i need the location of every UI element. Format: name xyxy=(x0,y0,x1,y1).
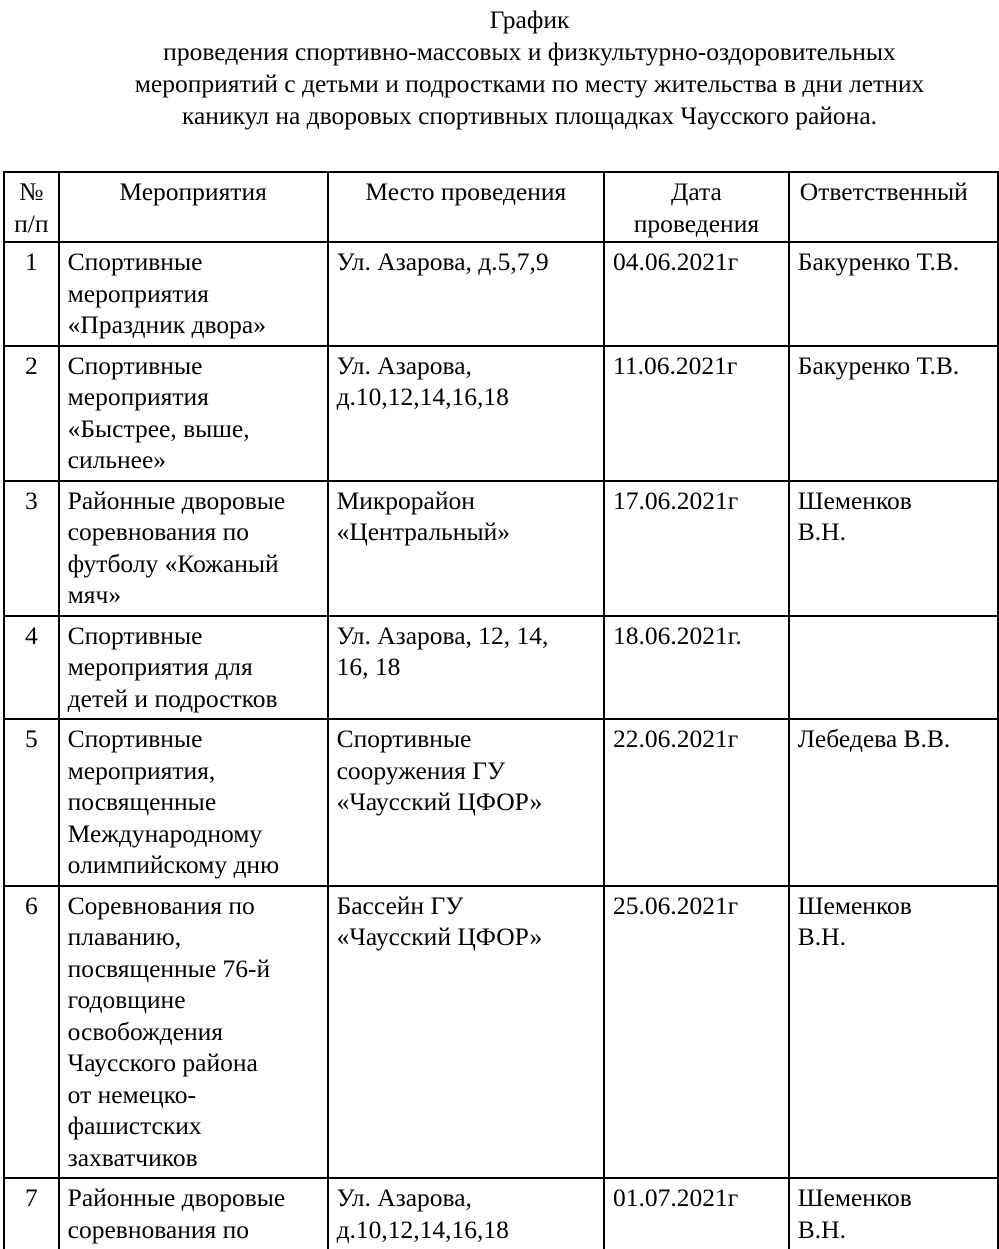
place-line: д.10,12,14,16,18 xyxy=(336,382,509,411)
heading-line: мероприятий с детьми и подростками по месту жительства в дни летних xyxy=(134,69,925,98)
event-line: мероприятия xyxy=(67,382,209,411)
header-responsible: Ответственный xyxy=(789,172,998,242)
date-cell xyxy=(604,346,789,481)
event-cell xyxy=(59,616,328,720)
event-cell xyxy=(59,346,328,481)
num-text: 1 xyxy=(24,247,38,276)
event-line: олимпийскому дню xyxy=(67,850,280,879)
date-cell xyxy=(604,1178,789,1249)
date-cell xyxy=(604,481,789,616)
event-line: Спортивные xyxy=(67,247,203,276)
events-schedule-table xyxy=(3,171,999,1249)
table-row xyxy=(4,719,998,886)
event-cell xyxy=(59,481,328,616)
event-cell xyxy=(59,719,328,886)
responsible-cell xyxy=(789,242,998,346)
responsible-cell xyxy=(789,886,998,1179)
responsible-line: Шеменков xyxy=(797,1183,912,1212)
row-number xyxy=(4,481,59,616)
table-row xyxy=(4,346,998,481)
responsible-line: Шеменков xyxy=(797,890,912,920)
num-text: 4 xyxy=(24,620,38,650)
responsible-line: В.Н. xyxy=(797,922,846,951)
place-cell xyxy=(328,616,604,720)
header-date: Дата проведения xyxy=(604,172,789,242)
place-line: «Центральный» xyxy=(336,517,510,546)
place-cell xyxy=(328,886,604,1179)
responsible-cell xyxy=(789,719,998,886)
event-line: плаванию, xyxy=(67,922,182,951)
event-line: детей и подростков xyxy=(67,683,278,713)
row-number xyxy=(4,886,59,1179)
responsible-line: Лебедева В.В. xyxy=(797,724,951,753)
num-text: 5 xyxy=(24,724,38,753)
event-line: «Праздник двора» xyxy=(67,310,266,339)
place-line: Ул. Азарова, 12, 14, xyxy=(336,620,549,650)
event-line: Международному xyxy=(67,818,263,848)
event-line: мероприятия xyxy=(67,278,209,308)
event-line: посвященные 76-й xyxy=(67,953,271,983)
event-line: Районные дворовые xyxy=(67,485,286,515)
table-header-row xyxy=(4,172,998,242)
place-cell xyxy=(328,719,604,886)
event-line: мероприятия для xyxy=(67,652,253,681)
date-cell xyxy=(604,886,789,1179)
place-line: «Чаусский ЦФОР» xyxy=(336,787,543,816)
event-line: мероприятия, xyxy=(67,755,216,785)
place-cell xyxy=(328,481,604,616)
responsible-cell xyxy=(789,616,998,720)
responsible-cell xyxy=(789,481,998,616)
place-line: 16, 18 xyxy=(336,652,401,681)
event-line: захватчиков xyxy=(67,1142,198,1172)
document-heading xyxy=(0,4,999,132)
table-row xyxy=(4,1178,998,1249)
num-text: 7 xyxy=(24,1183,38,1212)
num-text: 3 xyxy=(24,485,38,515)
place-cell xyxy=(328,242,604,346)
event-cell xyxy=(59,1178,328,1249)
responsible-line: Бакуренко Т.В. xyxy=(797,247,960,276)
event-line: Чаусского района xyxy=(67,1048,258,1077)
place-line: сооружения ГУ xyxy=(336,755,506,785)
date-text: 11.06.2021г xyxy=(613,350,738,380)
event-line: посвященные xyxy=(67,787,217,816)
heading-line: проведения спортивно-массовых и физкультурно-оздоровительных xyxy=(163,37,896,66)
date-text: 25.06.2021г xyxy=(613,890,739,920)
date-cell xyxy=(604,242,789,346)
responsible-cell xyxy=(789,1178,998,1249)
table-row xyxy=(4,481,998,616)
header-event: Мероприятия xyxy=(59,172,328,242)
date-text: 04.06.2021г xyxy=(613,247,739,276)
event-line: Районные дворовые xyxy=(67,1183,286,1212)
date-text: 18.06.2021г. xyxy=(613,620,742,650)
responsible-cell xyxy=(789,346,998,481)
event-line: соревнования по xyxy=(67,1214,250,1244)
place-cell xyxy=(328,346,604,481)
event-line: мяч» xyxy=(67,580,122,609)
event-line: Спортивные xyxy=(67,350,203,380)
place-line: Ул. Азарова, xyxy=(336,1183,472,1212)
event-line: годовщине xyxy=(67,985,186,1014)
row-number xyxy=(4,719,59,886)
row-number xyxy=(4,1178,59,1249)
event-line: «Быстрее, выше, xyxy=(67,413,250,443)
place-line: Спортивные xyxy=(336,724,472,753)
date-text: 01.07.2021г xyxy=(613,1183,739,1212)
table-row xyxy=(4,616,998,720)
num-text: 6 xyxy=(24,890,38,920)
event-line: Соревнования по xyxy=(67,890,255,920)
responsible-line: В.Н. xyxy=(797,517,846,546)
event-line: сильнее» xyxy=(67,445,167,474)
place-cell xyxy=(328,1178,604,1249)
num-text: 2 xyxy=(24,350,38,380)
table-row xyxy=(4,886,998,1179)
event-line: фашистских xyxy=(67,1111,202,1140)
place-line: Ул. Азарова, xyxy=(336,350,472,380)
place-line: д.10,12,14,16,18 xyxy=(336,1214,509,1244)
place-line: Ул. Азарова, д.5,7,9 xyxy=(336,247,549,276)
row-number xyxy=(4,346,59,481)
responsible-line: Шеменков xyxy=(797,485,912,515)
header-num: № п/п xyxy=(4,172,59,242)
date-text: 22.06.2021г xyxy=(613,724,739,753)
row-number xyxy=(4,616,59,720)
event-line: соревнования по xyxy=(67,517,250,546)
heading-title: График xyxy=(489,5,570,34)
table-row xyxy=(4,242,998,346)
event-cell xyxy=(59,886,328,1179)
responsible-line: Бакуренко Т.В. xyxy=(797,350,960,380)
event-line: Спортивные xyxy=(67,724,203,753)
heading-line: каникул на дворовых спортивных площадках Чаусского района. xyxy=(181,101,878,130)
header-place: Место проведения xyxy=(328,172,604,242)
responsible-line: В.Н. xyxy=(797,1214,846,1244)
place-line: «Чаусский ЦФОР» xyxy=(336,922,543,951)
event-line: освобождения xyxy=(67,1016,223,1046)
event-cell xyxy=(59,242,328,346)
event-line: Спортивные xyxy=(67,620,203,650)
place-line: Микрорайон xyxy=(336,485,475,515)
place-line: Бассейн ГУ xyxy=(336,890,464,920)
event-line: от немецко- xyxy=(67,1079,196,1109)
date-text: 17.06.2021г xyxy=(613,485,739,515)
date-cell xyxy=(604,616,789,720)
row-number xyxy=(4,242,59,346)
date-cell xyxy=(604,719,789,886)
event-line: футболу «Кожаный xyxy=(67,548,279,578)
